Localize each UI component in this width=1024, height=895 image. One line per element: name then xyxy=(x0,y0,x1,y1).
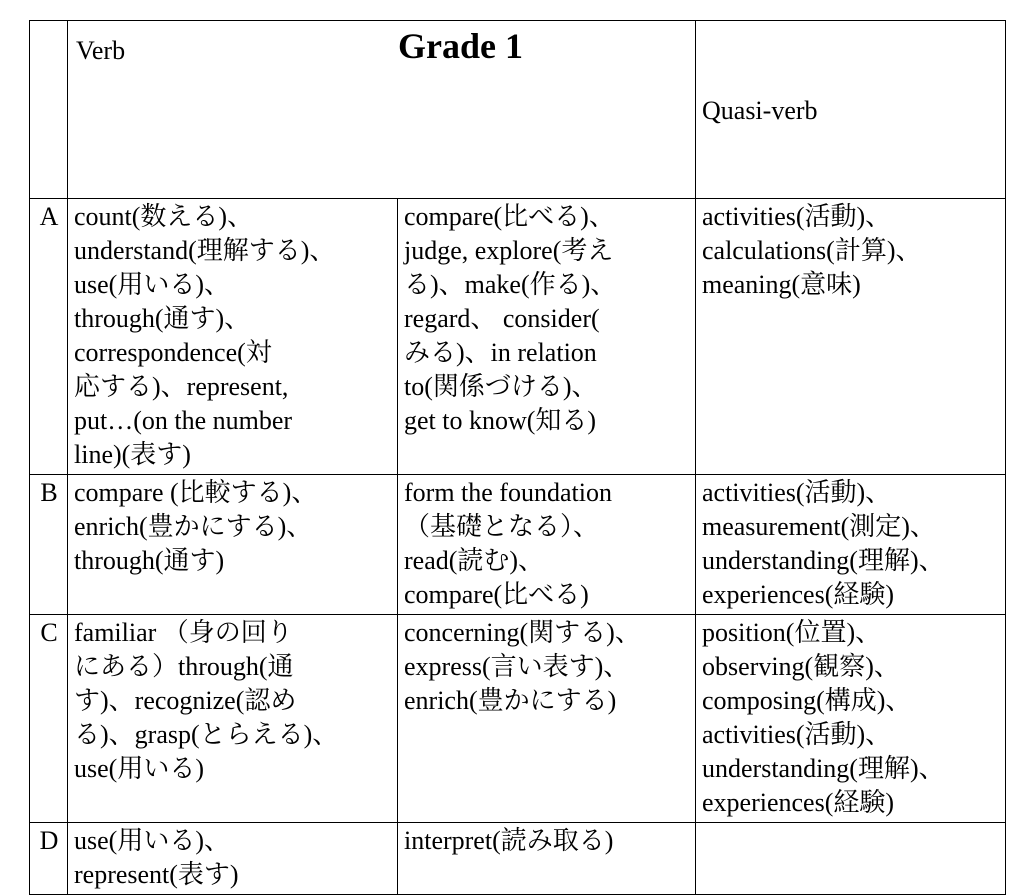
table-row-b xyxy=(30,475,1006,615)
verb-cell-b-1: compare (比較する)、 enrich(豊かにする)、 through(通す) xyxy=(68,475,398,615)
quasi-verb-cell-c: position(位置)、 observing(観察)、 composing(構成)、 activities(活動)、 understanding(理解)、 experiences(経験) xyxy=(696,615,1006,823)
verb-cell-a-1: count(数える)、 understand(理解する)、 use(用いる)、 through(通す)、 correspondence(対 応する)、represent, put…(on the number line)(表す) xyxy=(68,199,398,475)
quasi-verb-cell-a: activities(活動)、 calculations(計算)、 meaning(意味) xyxy=(696,199,1006,475)
row-label-a: A xyxy=(30,199,68,475)
header-verb-cell xyxy=(68,21,696,199)
verb-cell-c-1: familiar （身の回り にある）through(通 す)、recognize(認め る)、grasp(とらえる)、 use(用いる) xyxy=(68,615,398,823)
quasi-verb-column-label: Quasi-verb xyxy=(702,96,818,125)
verb-cell-d-2: interpret(読み取る) xyxy=(398,823,696,895)
table-row-d xyxy=(30,823,1006,895)
header-row xyxy=(30,21,1006,199)
table-row-a xyxy=(30,199,1006,475)
verb-cell-c-2: concerning(関する)、 express(言い表す)、 enrich(豊かにする) xyxy=(398,615,696,823)
header-quasi-cell xyxy=(696,21,1006,199)
verb-cell-a-2: compare(比べる)、 judge, explore(考え る)、make(作る)、 regard、 consider( みる)、in relation to(関係づける)、 get to know(知る) xyxy=(398,199,696,475)
verb-cell-d-1: use(用いる)、 represent(表す) xyxy=(68,823,398,895)
verb-column-label: Verb xyxy=(76,36,126,65)
row-label-c: C xyxy=(30,615,68,823)
verb-cell-b-2: form the foundation （基礎となる）、 read(読む)、 compare(比べる) xyxy=(398,475,696,615)
row-label-b: B xyxy=(30,475,68,615)
quasi-verb-cell-d xyxy=(696,823,1006,895)
table-row-c xyxy=(30,615,1006,823)
row-label-d: D xyxy=(30,823,68,895)
quasi-verb-cell-b: activities(活動)、 measurement(測定)、 understanding(理解)、 experiences(経験) xyxy=(696,475,1006,615)
grade-1-verb-table xyxy=(29,20,1006,895)
header-corner-cell xyxy=(30,21,68,199)
grade-title: Grade 1 xyxy=(398,26,523,66)
